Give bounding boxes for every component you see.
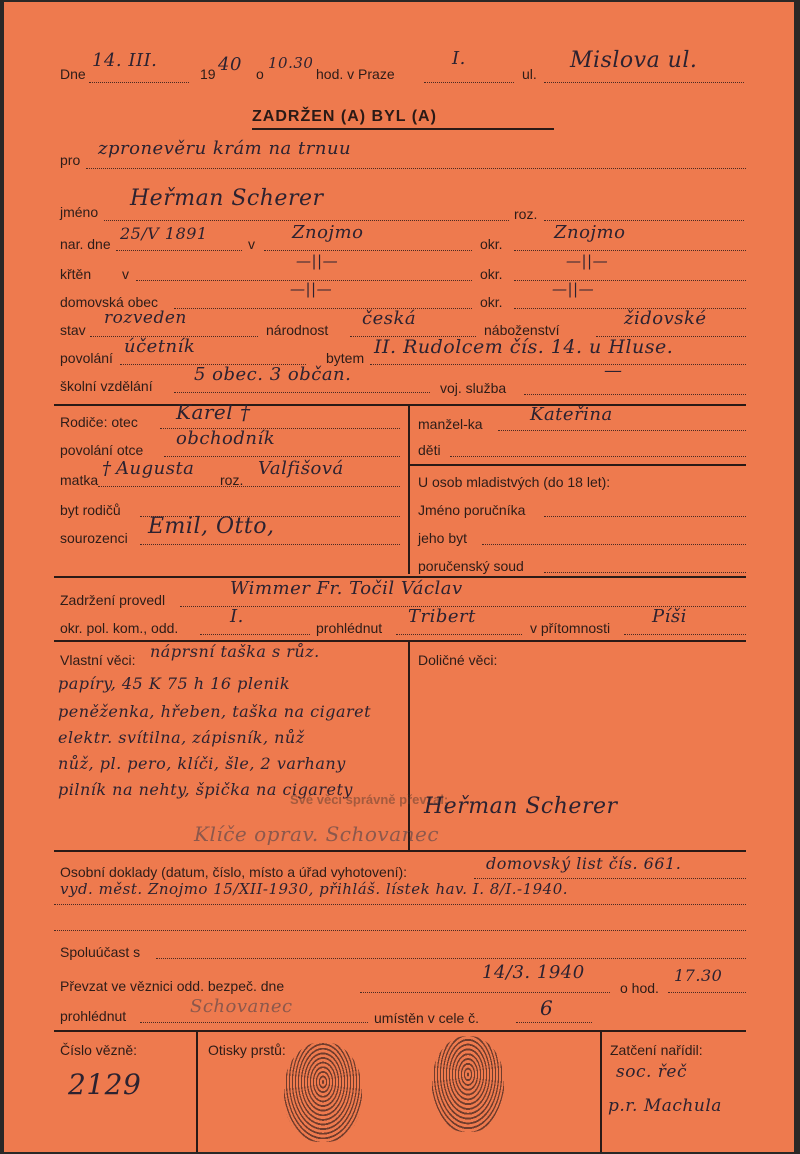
minors-heading: U osob mladistvých (do 18 let): xyxy=(418,474,611,490)
street-label: ul. xyxy=(522,66,537,82)
guardian-residence-line xyxy=(482,544,746,545)
cell-value: 6 xyxy=(540,996,554,1020)
mother-maiden-label: roz. xyxy=(220,472,244,488)
custody-searched-label: prohlédnut xyxy=(60,1008,127,1024)
footer-divider-right xyxy=(600,1032,602,1152)
occupation-value: účetník xyxy=(124,336,196,357)
siblings-label: sourozenci xyxy=(60,530,128,546)
education-line xyxy=(174,392,430,393)
birth-place-line xyxy=(264,250,472,251)
mother-value: Augusta xyxy=(116,458,195,479)
hour-label: hod. v Praze xyxy=(316,66,395,82)
guardian-line xyxy=(544,516,746,517)
custody-hour-label: o hod. xyxy=(620,980,659,996)
spouse-label: manžel-ka xyxy=(418,416,483,432)
birth-district-label: okr. xyxy=(480,236,503,252)
ordered-by-label: Zatčení nařídil: xyxy=(610,1042,703,1058)
mother-maiden-value: Valfišová xyxy=(258,458,344,479)
nationality-label: národnost xyxy=(266,322,329,338)
fingerprints-label: Otisky prstů: xyxy=(208,1042,286,1058)
ordered-by-value: soc. řeč xyxy=(616,1062,687,1082)
birth-place-value: Znojmo xyxy=(292,222,364,243)
guardian-residence-label: jeho byt xyxy=(418,530,468,546)
baptized-label: křtěn xyxy=(60,266,92,282)
arrest-record-card xyxy=(4,2,794,1152)
documents-dots-2 xyxy=(54,904,746,905)
custody-date-line xyxy=(360,992,610,993)
arrested-by-label: Zadržení provedl xyxy=(60,592,166,608)
presence-line xyxy=(624,634,746,635)
fingerprint-icon xyxy=(284,1042,362,1142)
children-line xyxy=(450,456,746,457)
office-value: I. xyxy=(230,606,244,627)
prisoner-number: 2129 xyxy=(68,1068,142,1101)
reason-line xyxy=(86,168,746,169)
education-label: školní vzdělání xyxy=(60,378,153,394)
searched-by-value: Tribert xyxy=(408,606,476,627)
mother-label: matka xyxy=(60,472,99,488)
birth-district-value: Znojmo xyxy=(554,222,626,243)
owner-signature: Heřman Scherer xyxy=(424,794,618,819)
residence-label: bytem xyxy=(326,350,365,366)
date-value: 14. III. xyxy=(92,50,158,71)
mother-line xyxy=(98,486,400,487)
section-divider-1 xyxy=(54,404,746,406)
presence-value: Píši xyxy=(652,606,687,627)
reason-label: pro xyxy=(60,152,81,168)
date-label: Dne xyxy=(60,66,86,82)
name-line xyxy=(104,220,509,221)
prisoner-number-label: Číslo vězně: xyxy=(60,1042,138,1058)
documents-line-2: vyd. měst. Znojmo 15/XII-1930, přihláš. lístek hav. I. 8/I.-1940. xyxy=(60,880,569,898)
birth-district-line xyxy=(514,250,746,251)
court-line xyxy=(544,572,746,573)
parents-residence-label: byt rodičů xyxy=(60,502,121,518)
religion-value: židovské xyxy=(624,308,707,329)
baptized-district-label: okr. xyxy=(480,266,503,282)
office-label: okr. pol. kom., odd. xyxy=(60,620,179,636)
date-line xyxy=(89,82,189,83)
custody-searched-by: Schovanec xyxy=(190,996,293,1017)
belongings-line-5: nůž, pl. pero, klíči, šle, 2 varhany xyxy=(58,754,346,773)
custody-date: 14/3. 1940 xyxy=(482,962,585,983)
complicity-label: Spoluúčast s xyxy=(60,944,141,960)
status-label: stav xyxy=(60,322,86,338)
siblings-value: Emil, Otto, xyxy=(148,514,275,539)
father-job-value: obchodník xyxy=(176,428,276,449)
complicity-line xyxy=(156,958,746,959)
court-label: poručenský soud xyxy=(418,558,524,574)
correction-note: Klíče oprav. Schovanec xyxy=(194,822,440,846)
home-district-label: okr. xyxy=(480,294,503,310)
documents-dots-1 xyxy=(474,878,746,879)
education-value: 5 obec. 3 občan. xyxy=(194,364,352,385)
nationality-value: česká xyxy=(362,308,417,329)
district-value: I. xyxy=(452,48,466,69)
footer-divider-left xyxy=(196,1032,198,1152)
religion-label: náboženství xyxy=(484,322,560,338)
baptized-district-line xyxy=(514,280,746,281)
street-line xyxy=(544,82,744,83)
home-district-value: —||— xyxy=(552,280,595,298)
mother-prefix: † xyxy=(102,458,112,479)
home-value: —||— xyxy=(290,280,333,298)
father-value: Karel † xyxy=(176,400,251,424)
time-value: 10.30 xyxy=(268,54,314,72)
maiden-line xyxy=(544,220,744,221)
guardian-label: Jméno poručníka xyxy=(418,502,526,518)
evidence-label: Doličné věci: xyxy=(418,652,498,668)
district-line xyxy=(424,82,514,83)
residence-line xyxy=(370,364,746,365)
received-stamp: Své věci správně převzal: xyxy=(290,792,449,807)
reason-value: zpronevěru krám na trnuu xyxy=(98,138,352,159)
children-label: děti xyxy=(418,442,441,458)
cell-line xyxy=(516,1022,592,1023)
belongings-line-6: pilník na nehty, špička na cigarety xyxy=(58,780,353,799)
form-title: ZADRŽEN (A) BYL (A) xyxy=(252,108,437,125)
spouse-value: Kateřina xyxy=(530,404,613,425)
documents-label: Osobní doklady (datum, číslo, místo a úřad vyhotovení): xyxy=(60,864,408,880)
birth-date-label: nar. dne xyxy=(60,236,111,252)
street-value: Mislova ul. xyxy=(570,48,698,73)
siblings-line xyxy=(140,544,400,545)
ordered-by-signature: p.r. Machula xyxy=(608,1096,722,1116)
minors-divider xyxy=(408,464,746,466)
custody-label: Převzat ve věznici odd. bezpeč. dne xyxy=(60,978,285,994)
status-value: rozveden xyxy=(104,308,187,328)
section-divider-5 xyxy=(54,1030,746,1032)
belongings-label: Vlastní věci: xyxy=(60,652,136,668)
name-label: jméno xyxy=(60,204,99,220)
belongings-line-4: elektr. svítilna, zápisník, nůž xyxy=(58,728,305,747)
custody-searched-line xyxy=(140,1022,368,1023)
title-underline xyxy=(252,128,554,130)
parents-column-divider xyxy=(408,406,410,574)
baptized-value: —||— xyxy=(296,252,339,270)
residence-value: II. Rudolcem čís. 14. u Hluse. xyxy=(374,336,674,358)
father-label: Rodiče: otec xyxy=(60,414,138,430)
maiden-label: roz. xyxy=(514,206,538,222)
home-line xyxy=(174,308,472,309)
office-line xyxy=(200,634,310,635)
birth-place-label: v xyxy=(248,236,255,252)
custody-hour: 17.30 xyxy=(674,966,723,985)
baptized-v-label: v xyxy=(122,266,129,282)
military-label: voj. služba xyxy=(440,380,507,396)
year-prefix: 19 xyxy=(200,66,216,82)
military-value: — xyxy=(604,360,623,381)
birth-date-line xyxy=(116,250,242,251)
father-job-label: povolání otce xyxy=(60,442,144,458)
cell-label: umístěn v cele č. xyxy=(374,1010,480,1026)
documents-dots-3 xyxy=(54,930,746,931)
custody-hour-line xyxy=(668,992,746,993)
name-value: Heřman Scherer xyxy=(130,186,324,211)
spouse-line xyxy=(498,430,746,431)
presence-label: v přítomnosti xyxy=(530,620,611,636)
birth-date-value: 25/V 1891 xyxy=(120,224,208,243)
searched-label: prohlédnut xyxy=(316,620,383,636)
father-job-line xyxy=(164,456,400,457)
belongings-line-3: peněženka, hřeben, taška na cigaret xyxy=(58,702,372,721)
documents-line-1: domovský list čís. 661. xyxy=(486,854,682,873)
belongings-column-divider xyxy=(408,642,410,850)
searched-by-line xyxy=(396,634,522,635)
fingerprint-icon xyxy=(432,1036,504,1132)
occupation-label: povolání xyxy=(60,350,113,366)
belongings-line-2: papíry, 45 K 75 h 16 plenik xyxy=(58,674,291,693)
o-label: o xyxy=(256,66,264,82)
arrested-by-value: Wimmer Fr. Točil Václav xyxy=(230,578,463,599)
home-label: domovská obec xyxy=(60,294,159,310)
section-divider-4 xyxy=(54,850,746,852)
year-value: 40 xyxy=(218,54,242,75)
military-line xyxy=(524,394,746,395)
belongings-line-1: náprsní taška s růz. xyxy=(150,642,320,661)
baptized-district-value: —||— xyxy=(566,252,609,270)
